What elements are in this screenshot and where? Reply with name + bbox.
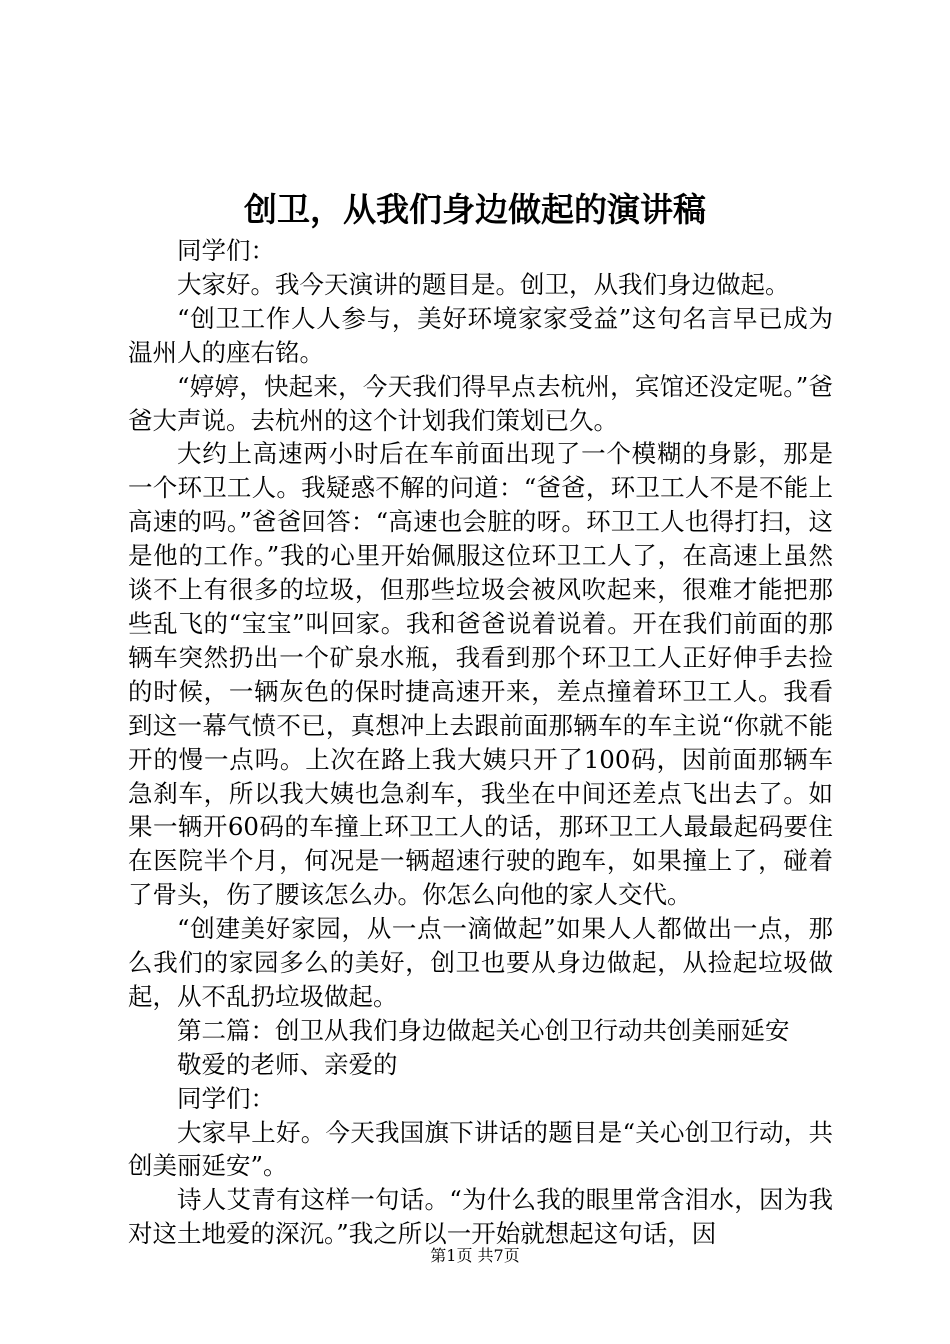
page-footer: 第1页 共7页 [430, 1246, 520, 1265]
document-body [128, 234, 833, 1251]
paragraph-greeting: 同学们： [177, 236, 275, 265]
paragraph-poem: 诗人艾青有这样一句话。“为什么我的眼里常含泪水，因为我对这土地爱的深沉。”我之所以一开始就想起这句话，因 [128, 1185, 833, 1249]
document-title: 创卫，从我们身边做起的演讲稿 [244, 190, 706, 229]
paragraph-intro: 大家好。我今天演讲的题目是。创卫，从我们身边做起。 [177, 269, 790, 299]
paragraph-conclusion: “创建美好家园，从一点一滴做起”如果人人都做出一点，那么我们的家园多么的美好，创卫也要从身边做起，从捡起垃圾做起，从不乱扔垃圾做起。 [128, 914, 833, 1011]
paragraph-salutation: 敬爱的老师、亲爱的 [177, 1049, 398, 1079]
paragraph-slogan: “创卫工作人人参与，美好环境家家受益”这句名言早已成为温州人的座右铭。 [128, 303, 833, 367]
paragraph-intro-2: 大家早上好。今天我国旗下讲话的题目是“关心创卫行动，共创美丽延安”。 [128, 1117, 833, 1181]
paragraph-greeting-2: 同学们： [177, 1083, 275, 1113]
paragraph-story: 大约上高速两小时后在车前面出现了一个模糊的身影，那是一个环卫工人。我疑惑不解的问道：“爸爸，环卫工人不是不能上高速的吗。”爸爸回答：“高速也会脏的呀。环卫工人也得打扫，这是他的工作。”我的心里开始佩服这位环卫工人了，在高速上虽然谈不上有很多的垃圾，但那些垃圾会被风吹起来，很难才能把那些乱飞的“宝宝”叫回家。我和爸爸说着说着。开在我们前面的那辆车突然扔出一个矿泉水瓶，我看到那个环卫工人正好伸手去捡的时候，一辆灰色的保时捷高速开来，差点撞着环卫工人。我看到这一幕气愤不已，真想冲上去跟前面那辆车的车主说“你就不能开的慢一点吗。上次在路上我大姨只开了100码，因前面那辆车急刹车，所以我大姨也急刹车，我坐在中间还差点飞出去了。如果一辆开60码的车撞上环卫工人的话，那环卫工人最最起码要住在医院半个月，何况是一辆超速行驶的跑车，如果撞上了，碰着了骨头，伤了腰该怎么办。你怎么向他的家人交代。 [128, 439, 833, 910]
paragraph-second-title: 第二篇：创卫从我们身边做起关心创卫行动共创美丽延安 [177, 1015, 790, 1045]
paragraph-dialogue: “婷婷，快起来，今天我们得早点去杭州，宾馆还没定呢。”爸爸大声说。去杭州的这个计划我们策划已久。 [128, 371, 833, 435]
